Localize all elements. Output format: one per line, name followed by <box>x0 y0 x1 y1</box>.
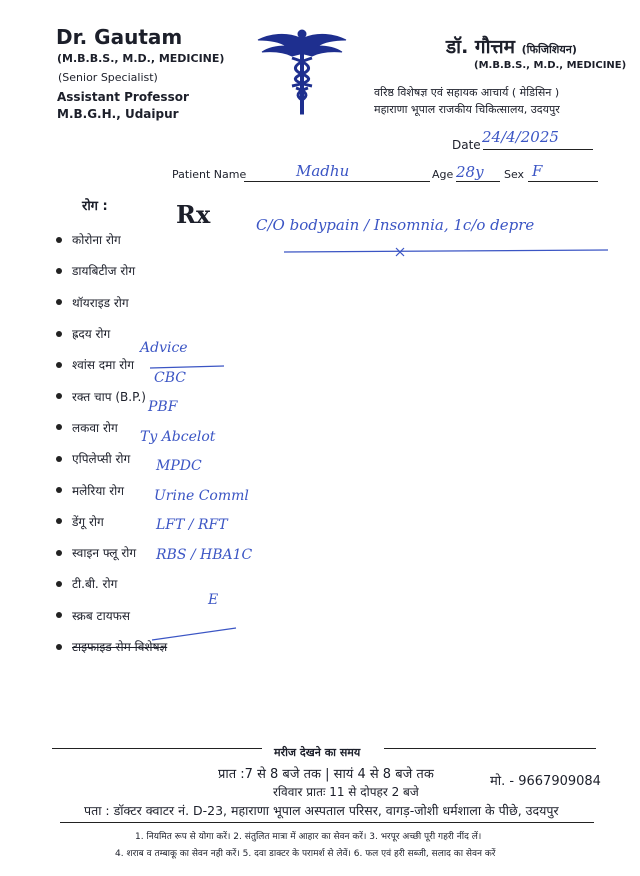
hospital-hindi: महाराणा भूपाल राजकीय चिकित्सालय, उदयपुर <box>374 103 560 116</box>
prescription-item: MPDC <box>156 458 202 474</box>
prescription-item: RBS / HBA1C <box>156 546 253 563</box>
disease-label: थॉयराइड रोग <box>72 295 129 310</box>
date-label: Date <box>452 138 481 152</box>
doctor-name-hindi <box>446 33 577 59</box>
patient-name-line <box>244 181 430 182</box>
physician-label-hindi: (फिजिशियन) <box>521 43 577 56</box>
list-item <box>56 287 167 318</box>
hospital-english: M.B.G.H., Udaipur <box>57 107 179 121</box>
mobile-number: मो. - 9667909084 <box>490 774 601 789</box>
rog-heading: रोग : <box>82 199 108 214</box>
bullet-icon <box>56 456 62 462</box>
prescription-item: PBF <box>148 399 178 415</box>
prescription-item: Advice <box>140 340 188 356</box>
rx-symbol-icon: Rx <box>176 200 211 229</box>
sex-label: Sex <box>504 168 525 181</box>
bullet-icon <box>56 268 62 274</box>
prescription-item: Urine Comml <box>154 487 249 504</box>
prescription-item: Ty Abcelot <box>140 428 216 445</box>
disease-label: ह्रदय रोग <box>72 327 111 342</box>
bullet-icon <box>56 237 62 243</box>
bullet-icon <box>56 644 62 650</box>
timing-weekday: प्रात :7 से 8 बजे तक | सायं 4 से 8 बजे तक <box>218 767 434 782</box>
disease-label: टाइफाइड सेम विशेषज्ञ <box>72 640 168 654</box>
list-item <box>56 255 167 286</box>
patient-name-label: Patient Name <box>172 168 247 181</box>
footer-divider-right <box>384 748 596 749</box>
disease-label: कोरोना रोग <box>72 233 121 248</box>
footer-divider-left <box>52 748 262 749</box>
timing-sunday: रविवार प्रातः 11 से दोपहर 2 बजे <box>273 785 419 799</box>
bullet-icon <box>56 612 62 618</box>
bullet-icon <box>56 487 62 493</box>
disease-label: श्वांस दमा रोग <box>72 358 135 373</box>
doctor-name-hindi-text: डॉ. गौत्तम <box>446 36 516 58</box>
bullet-icon <box>56 299 62 305</box>
disease-label: एपिलेप्सी रोग <box>72 452 131 467</box>
complaint-underline <box>282 240 612 264</box>
bullet-icon <box>56 331 62 337</box>
disease-label: रक्त चाप (B.P.) <box>72 389 146 404</box>
footer-title: मरीज देखने का समय <box>274 746 361 759</box>
disease-label: लकवा रोग <box>72 420 118 435</box>
age-line <box>456 181 500 182</box>
degrees-right: (M.B.B.S., M.D., MEDICINE) <box>474 60 627 71</box>
disease-label: टी.बी. रोग <box>72 577 118 592</box>
address: पता : डॉक्टर क्वाटर नं. D-23, महाराणा भूपाल अस्पताल परिसर, वागड़-जोशी धर्मशाला के पीछे, उदयपुर <box>84 803 559 818</box>
health-tips-line-1: 1. नियमित रूप से योगा करें। 2. संतुलित मात्रा में आहार का सेवन करें। 3. भरपूर अच्छी पूरी गहरी नींद लें। <box>135 832 482 842</box>
designation-english: Assistant Professor <box>57 90 189 104</box>
bullet-icon <box>56 518 62 524</box>
prescription-item: LFT / RFT <box>156 517 228 533</box>
date-line <box>483 149 593 150</box>
patient-name-value: Madhu <box>296 162 350 180</box>
caduceus-logo-icon <box>256 24 348 116</box>
chief-complaints: C/O bodypain / Insomnia, 1c/o depre <box>256 216 535 234</box>
sex-line <box>528 181 598 182</box>
health-tips-line-2: 4. शराब व तम्बाकू का सेवन नही करें। 5. दवा डाक्टर के परामर्श से लेवें। 6. फल एवं हरी सब्जी, सलाद का सेवन करें <box>115 849 496 859</box>
disease-label: स्वाइन फ्लू रोग <box>72 546 137 561</box>
prescription-item: E <box>208 591 219 608</box>
disease-label: मलेरिया रोग <box>72 483 124 498</box>
age-value: 28y <box>456 163 484 181</box>
list-item <box>56 224 167 255</box>
bullet-icon <box>56 424 62 430</box>
bullet-icon <box>56 362 62 368</box>
bullet-icon <box>56 581 62 587</box>
disease-label: स्क्रब टायफस <box>72 608 131 623</box>
strike-line <box>150 624 240 644</box>
footer-divider-bottom <box>60 822 594 823</box>
bullet-icon <box>56 393 62 399</box>
age-label: Age <box>432 168 454 181</box>
date-value: 24/4/2025 <box>482 128 559 146</box>
doctor-name-english: Dr. Gautam <box>56 25 183 49</box>
bullet-icon <box>56 550 62 556</box>
sex-value: F <box>532 162 543 180</box>
disease-label: डेंगू रोग <box>72 514 104 529</box>
disease-label: डायबिटीज रोग <box>72 264 136 279</box>
designation-hindi: वरिष्ठ विशेषज्ञ एवं सहायक आचार्य ( मेडिसिन ) <box>374 86 560 99</box>
senior-specialist-label: (Senior Specialist) <box>58 71 158 84</box>
prescription-item: CBC <box>154 369 186 386</box>
advice-underline <box>148 346 228 376</box>
prescription-list <box>140 340 253 621</box>
degrees-english: (M.B.B.S., M.D., MEDICINE) <box>57 52 225 65</box>
